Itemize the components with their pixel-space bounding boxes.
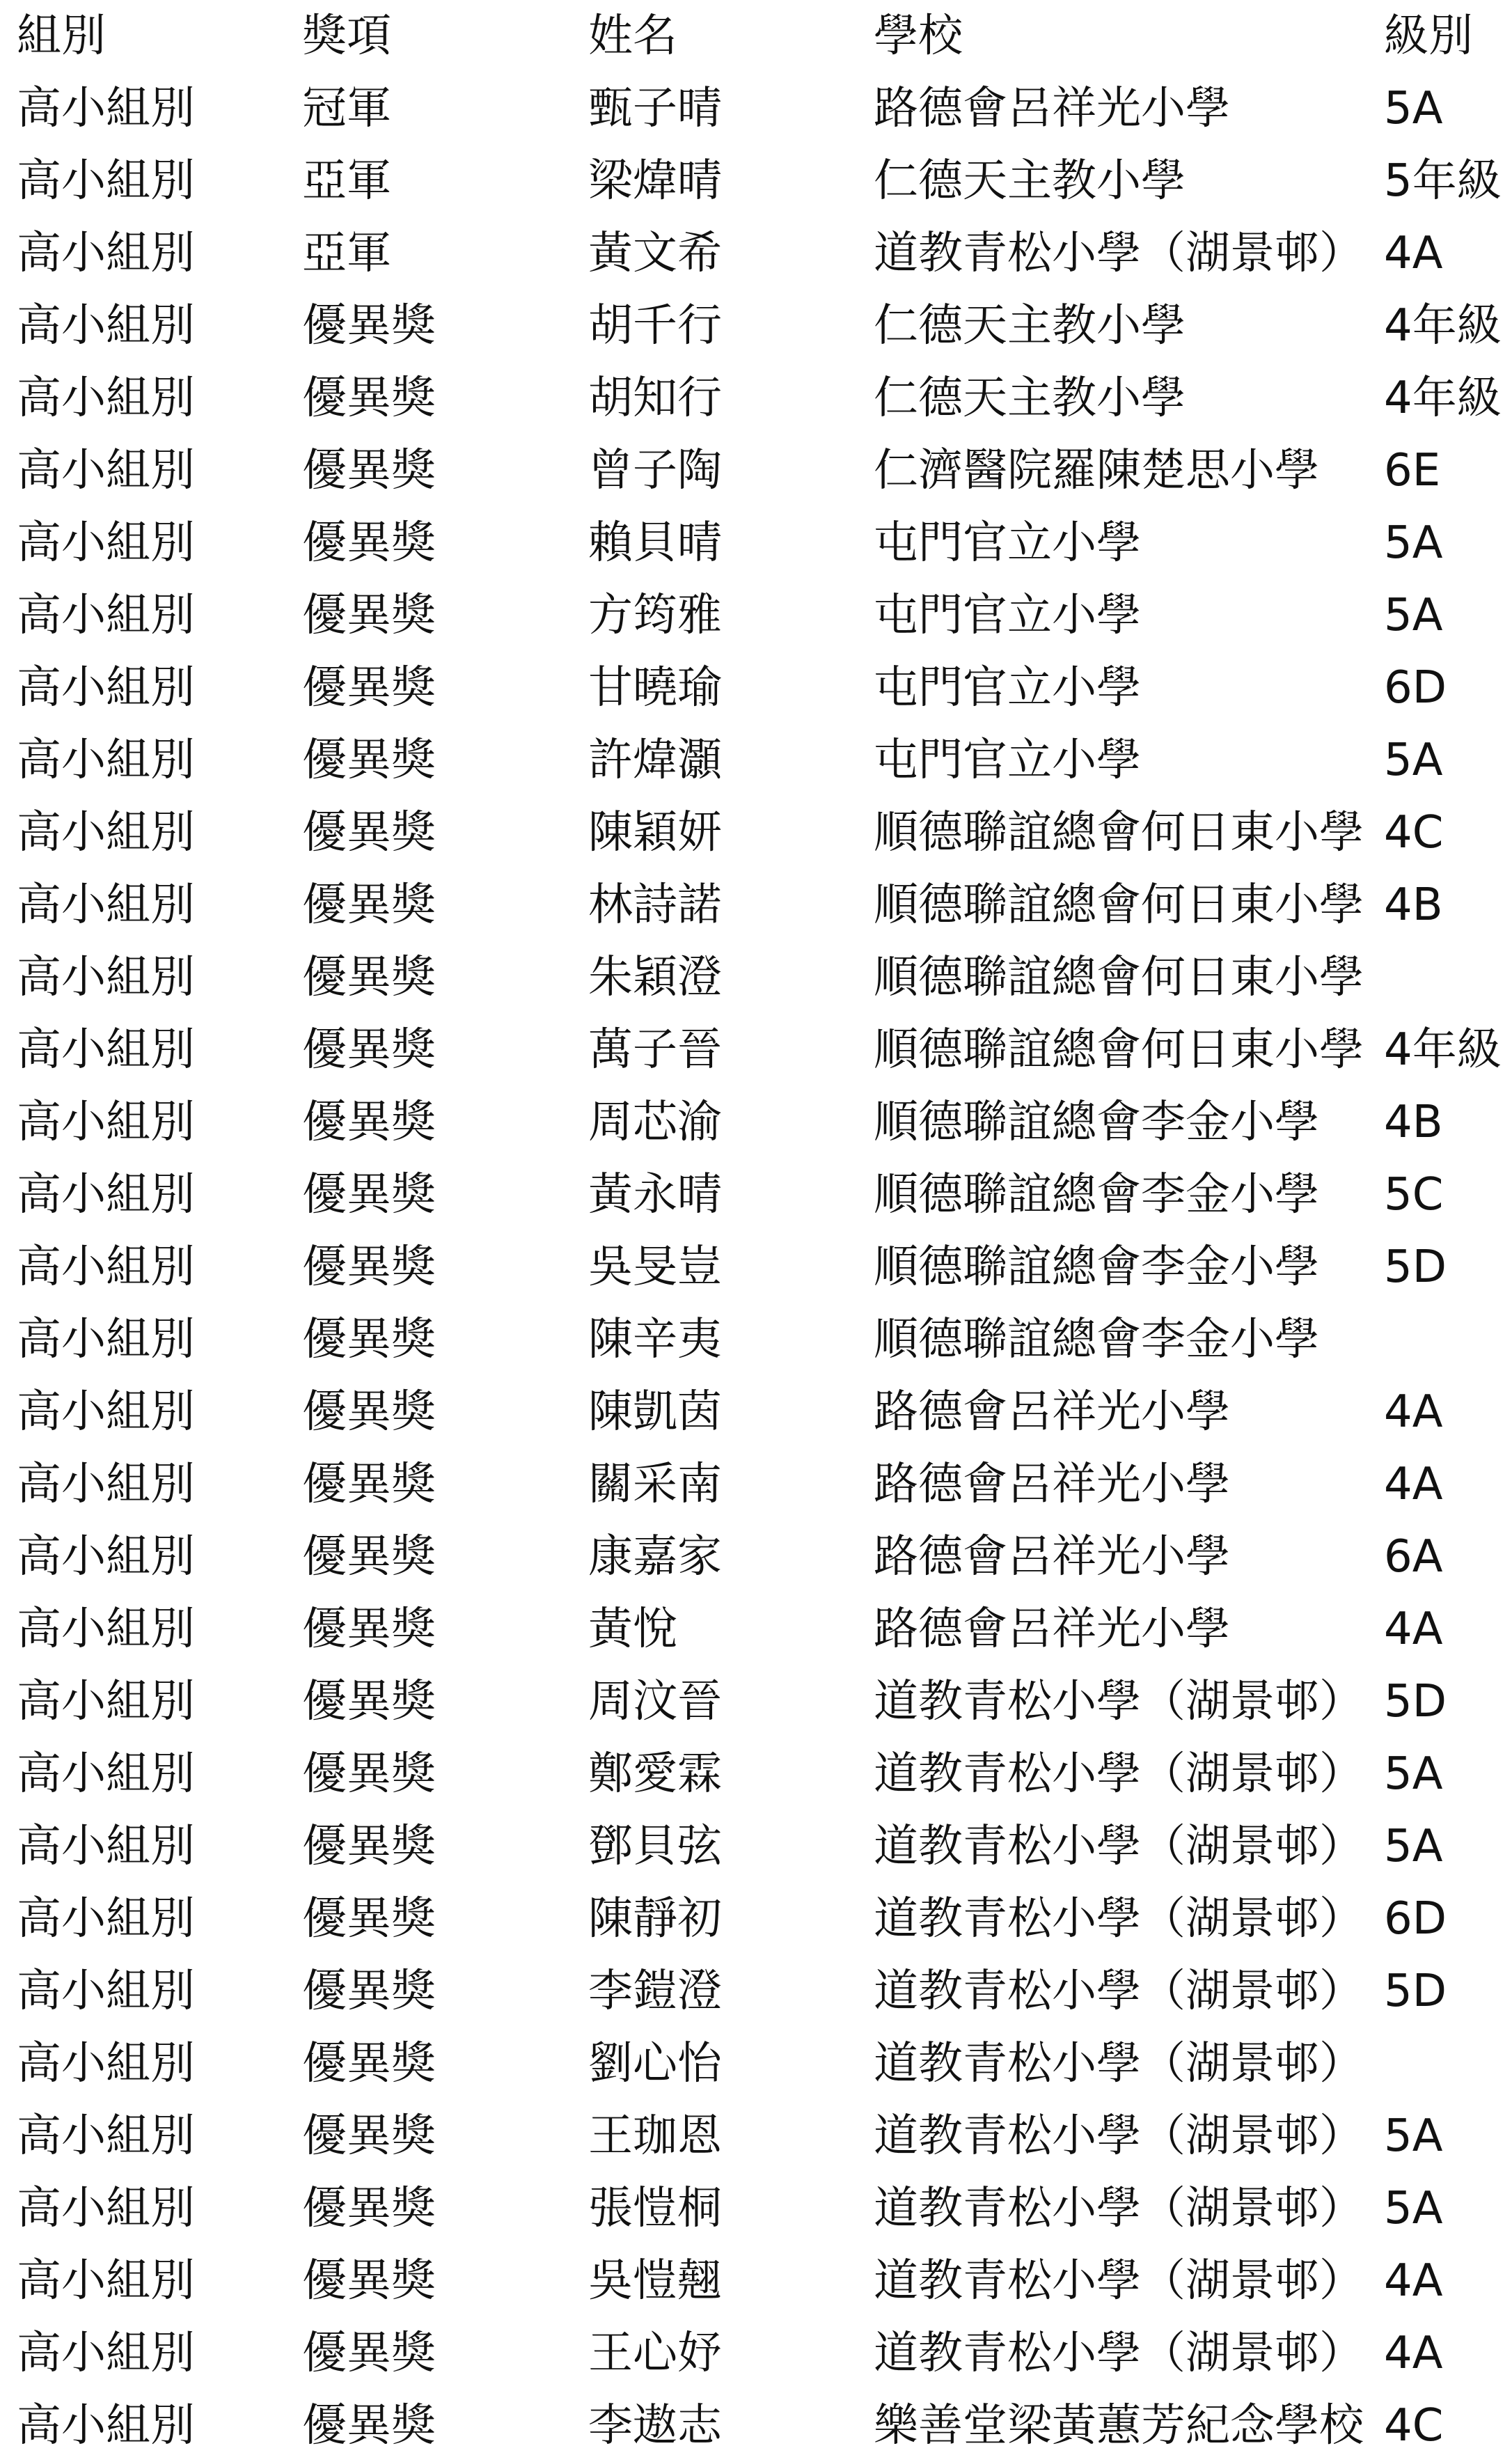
cell-school: 道教青松小學（湖景邨）	[874, 1821, 1364, 1872]
cell-award: 優異獎	[302, 445, 436, 496]
cell-award: 亞軍	[302, 228, 391, 279]
cell-group: 高小組別	[17, 1241, 195, 1293]
cell-name: 黃永晴	[588, 1169, 722, 1221]
cell-name: 王心妤	[588, 2328, 722, 2379]
cell-award: 優異獎	[302, 1097, 436, 1148]
cell-name: 胡千行	[588, 300, 722, 352]
cell-name: 鄭愛霖	[588, 1748, 722, 1800]
cell-award: 優異獎	[302, 1169, 436, 1221]
cell-award: 優異獎	[302, 590, 436, 641]
table-row	[0, 1810, 1512, 1883]
header-name: 姓名	[588, 10, 677, 62]
cell-grade: 5A	[1384, 590, 1443, 641]
table-row	[0, 2390, 1512, 2462]
cell-award: 優異獎	[302, 1676, 436, 1727]
cell-grade: 5A	[1384, 517, 1443, 569]
cell-school: 道教青松小學（湖景邨）	[874, 2328, 1364, 2379]
table-row	[0, 797, 1512, 869]
cell-name: 王珈恩	[588, 2110, 722, 2162]
cell-grade: 4年級	[1384, 373, 1502, 424]
table-row	[0, 2172, 1512, 2245]
cell-name: 劉心怡	[588, 2038, 722, 2089]
cell-group: 高小組別	[17, 590, 195, 641]
cell-school: 順德聯誼總會李金小學	[874, 1097, 1319, 1148]
cell-award: 優異獎	[302, 1024, 436, 1076]
cell-award: 優異獎	[302, 1386, 436, 1438]
header-row	[0, 0, 1512, 72]
cell-grade: 4A	[1384, 2255, 1443, 2307]
cell-award: 優異獎	[302, 1893, 436, 1945]
cell-group: 高小組別	[17, 2183, 195, 2234]
cell-name: 黃悅	[588, 1604, 677, 1655]
cell-name: 賴貝晴	[588, 517, 722, 569]
cell-name: 朱穎澄	[588, 952, 722, 1003]
cell-name: 李鎧澄	[588, 1966, 722, 2017]
cell-school: 順德聯誼總會李金小學	[874, 1314, 1319, 1365]
cell-grade: 5C	[1384, 1169, 1444, 1221]
cell-school: 道教青松小學（湖景邨）	[874, 228, 1364, 279]
cell-school: 仁德天主教小學	[874, 300, 1186, 352]
cell-award: 優異獎	[302, 2038, 436, 2089]
cell-grade: 4A	[1384, 2328, 1443, 2379]
cell-grade: 6A	[1384, 1531, 1443, 1583]
cell-award: 優異獎	[302, 2110, 436, 2162]
cell-school: 路德會呂祥光小學	[874, 1531, 1230, 1583]
cell-grade: 5A	[1384, 735, 1443, 786]
cell-group: 高小組別	[17, 373, 195, 424]
cell-group: 高小組別	[17, 662, 195, 714]
table-row	[0, 724, 1512, 797]
cell-name: 胡知行	[588, 373, 722, 424]
cell-school: 屯門官立小學	[874, 662, 1141, 714]
cell-grade: 5A	[1384, 2110, 1443, 2162]
cell-school: 仁濟醫院羅陳楚思小學	[874, 445, 1319, 496]
cell-award: 優異獎	[302, 1459, 436, 1510]
table-row	[0, 434, 1512, 507]
cell-school: 道教青松小學（湖景邨）	[874, 1676, 1364, 1727]
table-row	[0, 145, 1512, 217]
cell-school: 路德會呂祥光小學	[874, 1459, 1230, 1510]
table-row	[0, 579, 1512, 652]
table-row	[0, 290, 1512, 362]
cell-name: 黃文希	[588, 228, 722, 279]
table-row	[0, 1738, 1512, 1810]
cell-grade: 4A	[1384, 228, 1443, 279]
cell-group: 高小組別	[17, 2255, 195, 2307]
cell-grade: 5D	[1384, 1241, 1447, 1293]
cell-name: 許煒灝	[588, 735, 722, 786]
cell-school: 順德聯誼總會李金小學	[874, 1241, 1319, 1293]
cell-group: 高小組別	[17, 1459, 195, 1510]
cell-school: 道教青松小學（湖景邨）	[874, 1893, 1364, 1945]
cell-group: 高小組別	[17, 1604, 195, 1655]
cell-group: 高小組別	[17, 517, 195, 569]
cell-award: 優異獎	[302, 662, 436, 714]
cell-school: 路德會呂祥光小學	[874, 1604, 1230, 1655]
table-row	[0, 72, 1512, 145]
cell-grade: 4年級	[1384, 1024, 1502, 1076]
cell-school: 樂善堂梁黃蕙芳紀念學校	[874, 2400, 1364, 2452]
cell-grade: 5A	[1384, 83, 1443, 134]
cell-grade: 4A	[1384, 1459, 1443, 1510]
cell-name: 陳靜初	[588, 1893, 722, 1945]
table-row	[0, 1231, 1512, 1303]
cell-group: 高小組別	[17, 952, 195, 1003]
cell-name: 張愷桐	[588, 2183, 722, 2234]
cell-group: 高小組別	[17, 735, 195, 786]
cell-name: 關采南	[588, 1459, 722, 1510]
cell-group: 高小組別	[17, 879, 195, 931]
cell-school: 屯門官立小學	[874, 590, 1141, 641]
cell-group: 高小組別	[17, 1314, 195, 1365]
cell-group: 高小組別	[17, 2110, 195, 2162]
cell-award: 優異獎	[302, 952, 436, 1003]
cell-group: 高小組別	[17, 2328, 195, 2379]
cell-name: 李遨志	[588, 2400, 722, 2452]
cell-award: 優異獎	[302, 807, 436, 858]
cell-grade: 5A	[1384, 1821, 1443, 1872]
cell-group: 高小組別	[17, 2038, 195, 2089]
cell-school: 道教青松小學（湖景邨）	[874, 2038, 1364, 2089]
cell-grade: 5A	[1384, 2183, 1443, 2234]
cell-grade: 4C	[1384, 2400, 1444, 2452]
header-school: 學校	[874, 10, 963, 62]
cell-group: 高小組別	[17, 1676, 195, 1727]
cell-school: 仁德天主教小學	[874, 155, 1186, 207]
cell-group: 高小組別	[17, 1966, 195, 2017]
cell-award: 冠軍	[302, 83, 391, 134]
cell-group: 高小組別	[17, 1748, 195, 1800]
cell-group: 高小組別	[17, 445, 195, 496]
cell-award: 優異獎	[302, 1748, 436, 1800]
cell-school: 順德聯誼總會何日東小學	[874, 807, 1364, 858]
cell-group: 高小組別	[17, 1169, 195, 1221]
cell-grade: 6D	[1384, 1893, 1447, 1945]
cell-name: 陳穎妍	[588, 807, 722, 858]
table-row	[0, 2028, 1512, 2100]
cell-name: 甄子晴	[588, 83, 722, 134]
cell-name: 曾子陶	[588, 445, 722, 496]
cell-school: 道教青松小學（湖景邨）	[874, 2255, 1364, 2307]
cell-award: 優異獎	[302, 1604, 436, 1655]
table-row	[0, 507, 1512, 579]
table-row	[0, 2100, 1512, 2172]
cell-school: 道教青松小學（湖景邨）	[874, 1966, 1364, 2017]
cell-award: 優異獎	[302, 373, 436, 424]
table-row	[0, 1014, 1512, 1086]
cell-grade: 5D	[1384, 1676, 1447, 1727]
cell-grade: 6D	[1384, 662, 1447, 714]
cell-grade: 4B	[1384, 1097, 1443, 1148]
table-row	[0, 1086, 1512, 1159]
cell-award: 優異獎	[302, 1241, 436, 1293]
cell-school: 道教青松小學（湖景邨）	[874, 2183, 1364, 2234]
cell-school: 屯門官立小學	[874, 517, 1141, 569]
table-row	[0, 1955, 1512, 2028]
cell-school: 順德聯誼總會何日東小學	[874, 879, 1364, 931]
cell-name: 甘曉瑜	[588, 662, 722, 714]
cell-award: 優異獎	[302, 1821, 436, 1872]
cell-name: 梁煒晴	[588, 155, 722, 207]
cell-award: 優異獎	[302, 2328, 436, 2379]
cell-school: 道教青松小學（湖景邨）	[874, 2110, 1364, 2162]
cell-school: 路德會呂祥光小學	[874, 1386, 1230, 1438]
table-row	[0, 1376, 1512, 1448]
cell-grade: 5A	[1384, 1748, 1443, 1800]
header-award: 獎項	[302, 10, 391, 62]
table-row	[0, 1883, 1512, 1955]
header-group: 組別	[17, 10, 106, 62]
table-row	[0, 869, 1512, 941]
cell-name: 周芯渝	[588, 1097, 722, 1148]
cell-award: 優異獎	[302, 517, 436, 569]
table-row	[0, 1303, 1512, 1376]
table-row	[0, 2245, 1512, 2317]
cell-group: 高小組別	[17, 1386, 195, 1438]
cell-school: 屯門官立小學	[874, 735, 1141, 786]
cell-award: 優異獎	[302, 735, 436, 786]
cell-school: 順德聯誼總會何日東小學	[874, 1024, 1364, 1076]
cell-school: 仁德天主教小學	[874, 373, 1186, 424]
table-row	[0, 652, 1512, 724]
cell-name: 萬子晉	[588, 1024, 722, 1076]
cell-award: 亞軍	[302, 155, 391, 207]
cell-award: 優異獎	[302, 1966, 436, 2017]
cell-name: 陳辛夷	[588, 1314, 722, 1365]
header-grade: 級別	[1384, 10, 1473, 62]
cell-award: 優異獎	[302, 2183, 436, 2234]
cell-award: 優異獎	[302, 2255, 436, 2307]
cell-group: 高小組別	[17, 155, 195, 207]
cell-name: 吳旻豈	[588, 1241, 722, 1293]
cell-award: 優異獎	[302, 879, 436, 931]
cell-grade: 4B	[1384, 879, 1443, 931]
cell-grade: 4C	[1384, 807, 1444, 858]
table-row	[0, 217, 1512, 290]
cell-group: 高小組別	[17, 1531, 195, 1583]
table-row	[0, 2317, 1512, 2390]
cell-name: 陳凱茵	[588, 1386, 722, 1438]
cell-school: 順德聯誼總會李金小學	[874, 1169, 1319, 1221]
cell-award: 優異獎	[302, 300, 436, 352]
table-row	[0, 1521, 1512, 1593]
cell-group: 高小組別	[17, 807, 195, 858]
cell-group: 高小組別	[17, 1821, 195, 1872]
cell-group: 高小組別	[17, 228, 195, 279]
cell-group: 高小組別	[17, 1893, 195, 1945]
cell-group: 高小組別	[17, 2400, 195, 2452]
cell-grade: 4年級	[1384, 300, 1502, 352]
cell-award: 優異獎	[302, 1531, 436, 1583]
table-row	[0, 941, 1512, 1014]
table-row	[0, 1448, 1512, 1521]
table-row	[0, 1665, 1512, 1738]
cell-name: 周汶晉	[588, 1676, 722, 1727]
cell-award: 優異獎	[302, 2400, 436, 2452]
cell-name: 林詩諾	[588, 879, 722, 931]
cell-grade: 4A	[1384, 1604, 1443, 1655]
cell-name: 康嘉家	[588, 1531, 722, 1583]
cell-school: 路德會呂祥光小學	[874, 83, 1230, 134]
cell-award: 優異獎	[302, 1314, 436, 1365]
table-row	[0, 1159, 1512, 1231]
cell-group: 高小組別	[17, 83, 195, 134]
cell-grade: 4A	[1384, 1386, 1443, 1438]
cell-grade: 5年級	[1384, 155, 1502, 207]
cell-grade: 6E	[1384, 445, 1441, 496]
cell-name: 方筠雅	[588, 590, 722, 641]
cell-grade: 5D	[1384, 1966, 1447, 2017]
cell-name: 鄧貝弦	[588, 1821, 722, 1872]
table-row	[0, 362, 1512, 434]
cell-name: 吳愷翹	[588, 2255, 722, 2307]
cell-group: 高小組別	[17, 1024, 195, 1076]
cell-school: 道教青松小學（湖景邨）	[874, 1748, 1364, 1800]
cell-group: 高小組別	[17, 1097, 195, 1148]
cell-group: 高小組別	[17, 300, 195, 352]
table-row	[0, 1593, 1512, 1665]
cell-school: 順德聯誼總會何日東小學	[874, 952, 1364, 1003]
